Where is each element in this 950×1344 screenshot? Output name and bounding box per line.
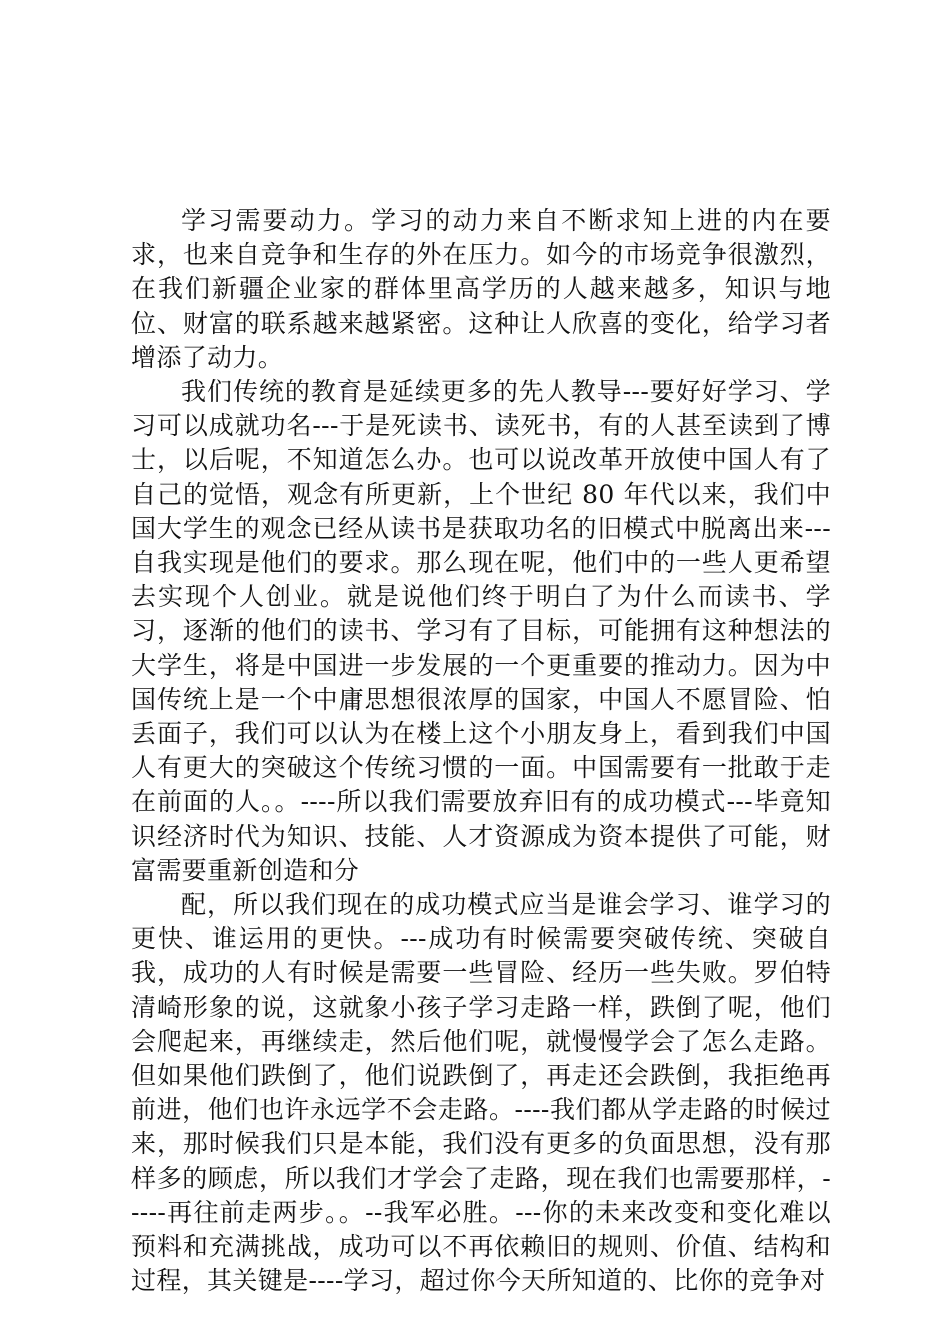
document-body <box>131 204 831 1299</box>
paragraph-success-model: 配，所以我们现在的成功模式应当是谁会学习、谁学习的更快、谁运用的更快。---成功有时候需要突破传统、突破自我，成功的人有时候是需要一些冒险、经历一些失败。罗伯特清崎形象的说，这就象小孩子学习走路一样，跌倒了呢，他们会爬起来，再继续走，然后他们呢，就慢慢学会了怎么走路。但如果他们跌倒了，他们说跌倒了，再走还会跌倒，我拒绝再前进，他们也许永远学不会走路。----我们都从学走路的时候过来，那时候我们只是本能，我们没有更多的负面思想，没有那样多的顾虑，所以我们才学会了走路，现在我们也需要那样，-----再往前走两步。。--我军必胜。---你的未来改变和变化难以预料和充满挑战，成功可以不再依赖旧的规则、价值、结构和过程，其关键是----学习，超过你今天所知道的、比你的竞争对 <box>131 890 831 1296</box>
paragraph-traditional-education: 我们传统的教育是延续更多的先人教导---要好好学习、学习可以成就功名---于是死读书、读死书，有的人甚至读到了博士，以后呢，不知道怎么办。也可以说改革开放使中国人有了自己的觉悟，观念有所更新，上个世纪 80 年代以来，我们中国大学生的观念已经从读书是获取功名的旧模式中脱离出来---自我实现是他们的要求。那么现在呢，他们中的一些人更希望去实现个人创业。就是说他们终于明白了为什么而读书、学习，逐渐的他们的读书、学习有了目标，可能拥有这种想法的大学生，将是中国进一步发展的一个更重要的推动力。因为中国传统上是一个中庸思想很浓厚的国家，中国人不愿冒险、怕丢面子，我们可以认为在楼上这个小朋友身上，看到我们中国人有更大的突破这个传统习惯的一面。中国需要有一批敢于走在前面的人。。----所以我们需要放弃旧有的成功模式---毕竟知识经济时代为知识、技能、人才资源成为资本提供了可能，财富需要重新创造和分 <box>131 377 831 885</box>
paragraph-motivation: 学习需要动力。学习的动力来自不断求知上进的内在要求，也来自竞争和生存的外在压力。如今的市场竞争很激烈，在我们新疆企业家的群体里高学历的人越来越多，知识与地位、财富的联系越来越紧密。这种让人欣喜的变化，给学习者增添了动力。 <box>131 206 831 372</box>
